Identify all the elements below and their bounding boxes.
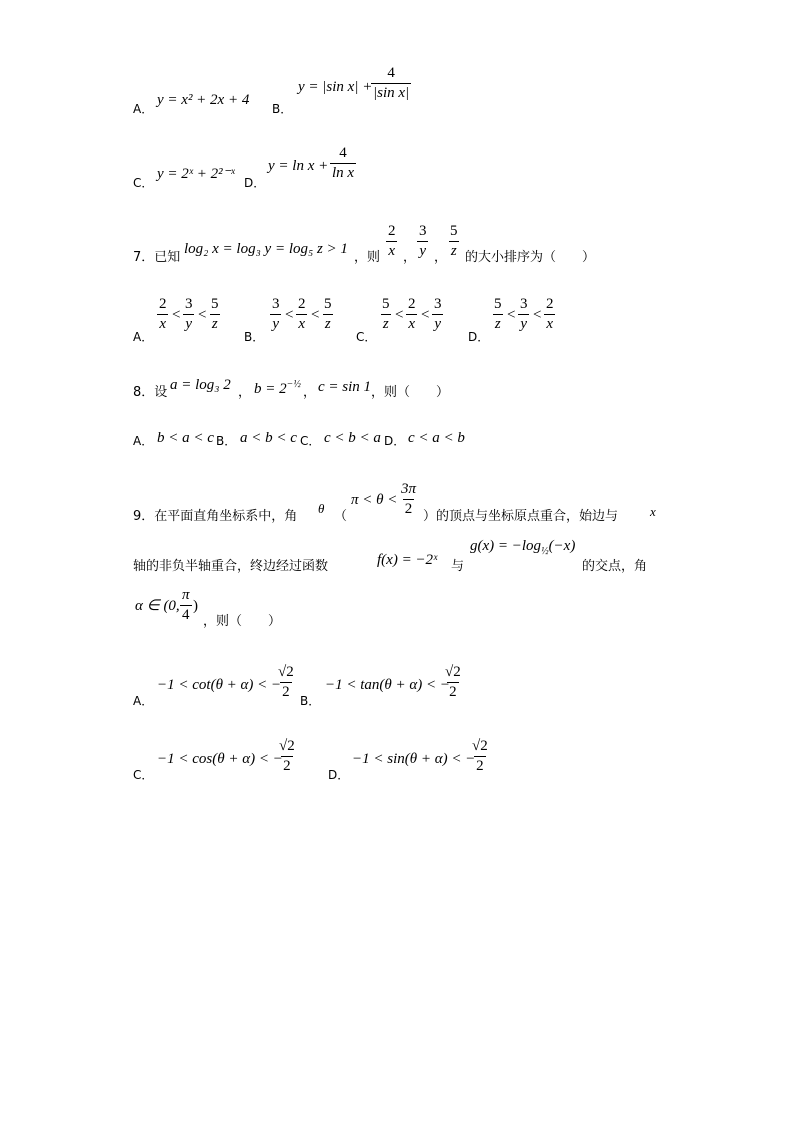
q7-option-b-label: B． (244, 330, 265, 344)
q9-alpha-lhs: α ∈ (0, (135, 598, 180, 614)
q9-yu: 与 (451, 559, 465, 574)
q7-prefix: 7．已知 (133, 250, 181, 265)
q8-option-b-expr: a < b < c (240, 430, 297, 446)
q7-frac-5z: $\frac{5}{z}$ (450, 223, 458, 259)
q9-option-a-label: A． (133, 694, 154, 708)
q9-line2-suffix: 的交点，角 (582, 559, 648, 574)
q6-option-d-den: ln x (332, 165, 355, 181)
q7-suffix: 的大小排序为（ ） (465, 250, 596, 265)
q8-option-c-expr: c < b < a (324, 430, 381, 446)
q9-range-lhs: π < θ < (351, 492, 398, 508)
q9-theta: θ (318, 501, 325, 516)
q7-frac-2x: $\frac{2}{x}$ (388, 223, 396, 259)
q6-option-a-label: A． (133, 102, 154, 116)
q9-alpha-fraction: $\frac{\pi}{4}$ (182, 587, 190, 623)
q9-line1-suffix: ）的顶点与坐标原点重合，始边与 (423, 509, 619, 524)
q6-option-c-label: C． (133, 176, 154, 190)
q9-option-d-label: D． (328, 768, 350, 782)
q9-option-a-fraction: $\frac{√2}{2}$ (278, 664, 294, 700)
q6-option-b-fraction (371, 66, 411, 101)
q7-option-d-label: D． (468, 330, 490, 344)
q9-option-d-expr: −1 < sin(θ + α) < − (352, 751, 476, 767)
q9-option-b-expr: −1 < tan(θ + α) < − (325, 677, 451, 693)
q9-option-b-label: B． (300, 694, 321, 708)
q8-option-a-expr: b < a < c (157, 430, 214, 446)
q6-option-d-fraction (330, 146, 356, 181)
q7-option-a-label: A． (133, 330, 154, 344)
q8-c-expr: c = sin 1 (318, 379, 372, 395)
q9-line2-prefix: 轴的非负半轴重合，终边经过函数 (133, 559, 329, 574)
q6-option-b-den: |sin x| (373, 85, 410, 101)
q6-option-b-label: B． (272, 102, 293, 116)
q6-option-a-expr: y = x² + 2x + 4 (157, 92, 250, 108)
q9-line3-suffix: ，则（ ） (203, 614, 282, 629)
q9-paren-open: （ (334, 509, 348, 524)
q9-option-a-expr: −1 < cot(θ + α) < − (157, 677, 282, 693)
q9-g-expr: $g(x) = -\log_{\frac{1}{2}}(-x)$ (470, 538, 576, 557)
q9-f-expr: f(x) = −2ˣ (377, 552, 438, 568)
q6-option-b-num: 4 (387, 65, 395, 81)
q6-option-c-expr: y = 2ˣ + 2²⁻ˣ (157, 166, 235, 182)
q8-a-expr: a = log₃ 2 (170, 377, 231, 393)
q8-prefix: 8．设 (133, 385, 168, 400)
q9-option-c-expr: −1 < cos(θ + α) < − (157, 751, 283, 767)
q9-alpha-rhs: ) (193, 598, 198, 614)
q7-condition: log₂ x = log₃ y = log₅ z > 1 (184, 241, 348, 257)
q8-comma2: ， (303, 385, 317, 400)
q8-b-expr: $b = 2^{-\frac{1}{2}}$ (254, 379, 301, 397)
q6-option-d-num: 4 (339, 145, 347, 161)
q7-sep3: ， (434, 250, 448, 265)
q6-option-b-lhs: y = |sin x| + (298, 79, 373, 95)
q8-option-c-label: C． (300, 434, 321, 448)
q9-x-symbol: x (650, 504, 656, 519)
document-page: A． y = x² + 2x + 4 B． y = |sin x| + $\frac{4}{\text{|sin x|}}$ C． y = 2ˣ + 2²⁻ˣ D． y = ln x + $\frac{4}{\text{ln x}}$ 7．已知 log₂ x = log₃ y = log₅ z > 1 ，则 $\frac{2}{x}$ ， $\frac{3}{y}$ ， $\frac{5}{z}$ 的大小排序为（ ） A． $\frac{2}{x}$ < $\frac{3}{y}$ < $\frac{5}{z}$ B． $\frac{3}{y}$ < $\frac{2}{x}$ < $\frac{5}{z}$ C． $\frac{5}{z}$ < $\frac{2}{x}$ < $\frac{3}{y}$ D． $\frac{5}{z}$ < $\frac{3}{y}$ < $\frac{2}{x}$ 8．设 a = log₃ 2 ， $b = 2^{-\frac{1}{2}}$ ， c = sin 1 ，则（ ） A． b < a < c B． a < b < c C． c < b < a D． c < a < b 9．在平面直角坐标系中，角 θ （ π < θ < $\frac{3\pi}{2}$ ）的顶点与坐标原点重合，始边与 x 轴的非负半轴重合，终边经过函数 f(x) = −2ˣ 与 $g(x) = -\log_{\frac{1}{2}}(-x)$ 的交点，角 α ∈ (0, $\frac{\pi}{4}$ ) ，则（ ） A． −1 < cot(θ + α) < − $\frac{√2}{2}$ B． −1 < tan(θ + α) < − $\frac{√2}{2}$ C． −1 < cos(θ + α) < − $\frac{√2}{2}$ D． −1 < sin(θ + α) < − $\frac{√2}{2}$ (0, 0, 794, 1122)
q9-line1-prefix: 9．在平面直角坐标系中，角 (133, 509, 298, 524)
q8-option-d-label: D． (384, 434, 406, 448)
q8-suffix: ，则（ ） (371, 385, 450, 400)
q7-sep2: ， (403, 250, 417, 265)
q9-option-b-fraction: $\frac{√2}{2}$ (445, 664, 461, 700)
q8-option-b-label: B． (216, 434, 237, 448)
q9-option-c-label: C． (133, 768, 154, 782)
q6-option-d-label: D． (244, 176, 266, 190)
q9-range-fraction: $\frac{3\pi}{2}$ (401, 481, 417, 517)
q7-option-c-label: C． (356, 330, 377, 344)
q7-sep1: ，则 (354, 250, 381, 265)
q9-option-c-fraction: $\frac{√2}{2}$ (279, 738, 295, 774)
q8-option-d-expr: c < a < b (408, 430, 465, 446)
q8-option-a-label: A． (133, 434, 154, 448)
q6-option-d-lhs: y = ln x + (268, 158, 329, 174)
q7-frac-3y: $\frac{3}{y}$ (419, 223, 427, 259)
q8-comma1: ， (238, 385, 252, 400)
q9-option-d-fraction: $\frac{√2}{2}$ (472, 738, 488, 774)
